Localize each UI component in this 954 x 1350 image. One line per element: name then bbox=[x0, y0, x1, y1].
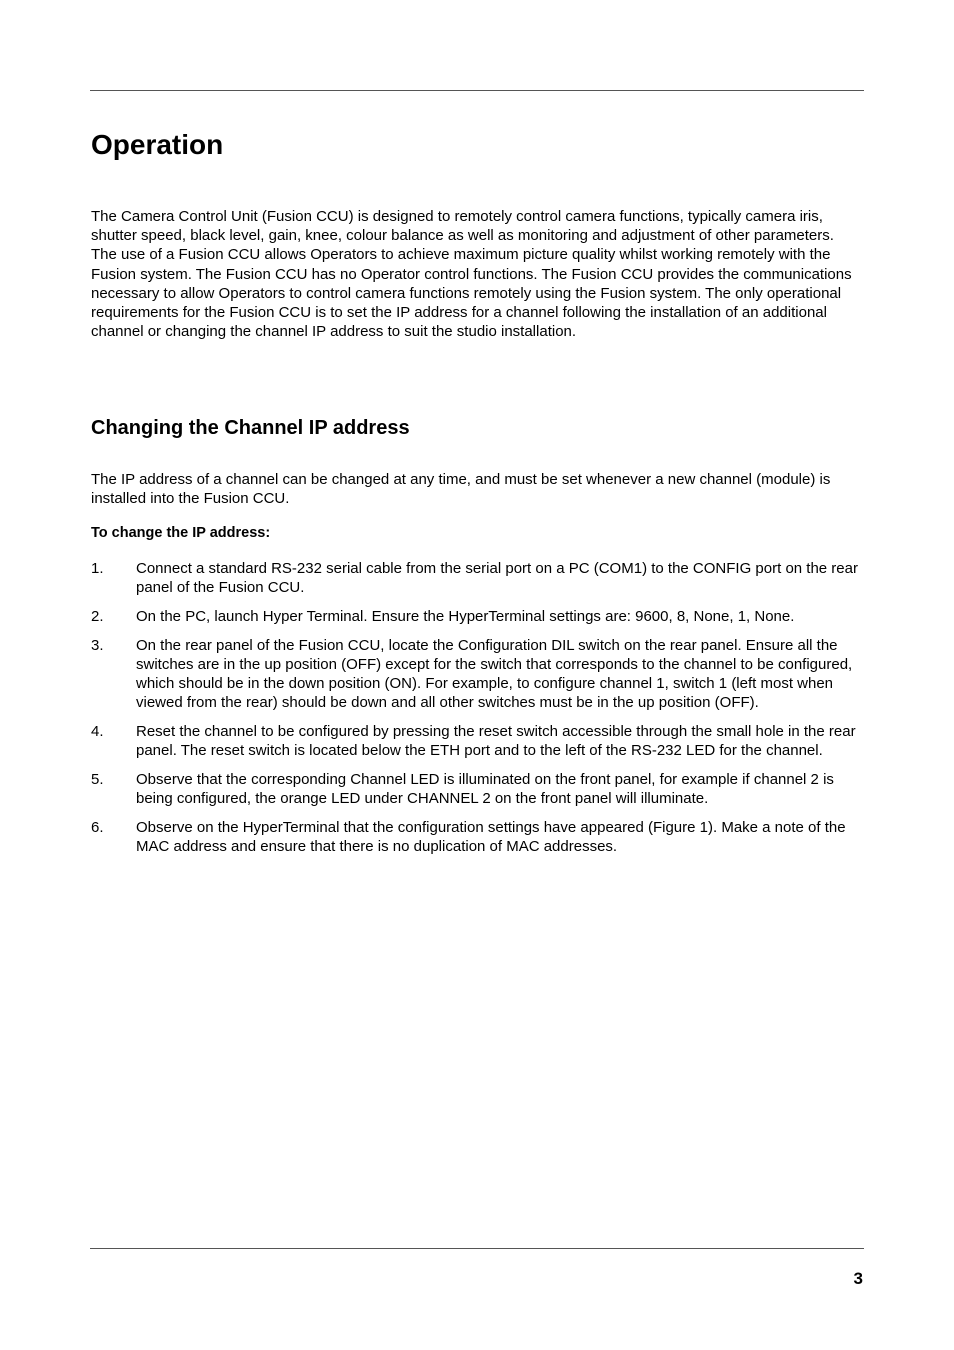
step-text: Connect a standard RS-232 serial cable from the serial port on a PC (COM1) to the CONFIG port on the rear panel of the Fusion CCU. bbox=[136, 560, 858, 597]
list-item bbox=[91, 559, 863, 597]
list-item bbox=[91, 607, 863, 626]
section-paragraph: The IP address of a channel can be changed at any time, and must be set whenever a new channel (module) is installed into the Fusion CCU. bbox=[91, 471, 831, 508]
steps-list bbox=[91, 559, 863, 866]
step-text: On the PC, launch Hyper Terminal. Ensure the HyperTerminal settings are: 9600, 8, None, 1, None. bbox=[136, 607, 795, 625]
list-item bbox=[91, 770, 863, 808]
page-title: Operation bbox=[91, 129, 224, 160]
step-text: On the rear panel of the Fusion CCU, locate the Configuration DIL switch on the rear panel. Ensure all the switches are in the up position (OFF) except for the switch that corresponds to the channel to be configured, which should be in the down position (ON). For example, to configure channel 1, switch 1 (left most when viewed from the rear) should be down and all other switches must be in the up position (OFF). bbox=[136, 636, 853, 712]
step-number: 5. bbox=[91, 770, 104, 788]
step-text: Reset the channel to be configured by pressing the reset switch accessible through the small hole in the rear panel. The reset switch is located below the ETH port and to the left of the RS-232 LED for the channel. bbox=[136, 722, 856, 760]
step-text: Observe that the corresponding Channel LED is illuminated on the front panel, for example if channel 2 is being configured, the orange LED under CHANNEL 2 on the front panel will illuminate. bbox=[136, 770, 834, 808]
footer-rule bbox=[90, 1248, 864, 1249]
step-text: Observe on the HyperTerminal that the configuration settings have appeared (Figure 1). Make a note of the MAC address and ensure that there is no duplication of MAC addresses. bbox=[136, 818, 846, 855]
header-rule bbox=[90, 90, 864, 91]
intro-paragraph: The Camera Control Unit (Fusion CCU) is designed to remotely control camera functions, typically camera iris, shutter speed, black level, gain, knee, colour balance as well as monitoring and adjustment of other parameters. The use of a Fusion CCU allows Operators to achieve maximum picture quality whilst working remotely with the Fusion system. The Fusion CCU has no Operator control functions. The Fusion CCU provides the communications necessary to allow Operators to control camera functions remotely using the Fusion system. The only operational requirements for the Fusion CCU is to set the IP address for a channel following the installation of an additional channel or changing the channel IP address to suit the studio installation. bbox=[91, 208, 852, 341]
step-number: 2. bbox=[91, 607, 104, 625]
steps-title: To change the IP address: bbox=[91, 525, 271, 541]
list-item bbox=[91, 636, 863, 713]
page-number: 3 bbox=[853, 1269, 863, 1288]
section-heading: Changing the Channel IP address bbox=[91, 417, 410, 439]
list-item bbox=[91, 818, 863, 856]
step-number: 3. bbox=[91, 636, 104, 654]
list-item bbox=[91, 722, 863, 760]
step-number: 4. bbox=[91, 722, 104, 740]
step-number: 1. bbox=[91, 560, 104, 577]
step-number: 6. bbox=[91, 818, 104, 836]
